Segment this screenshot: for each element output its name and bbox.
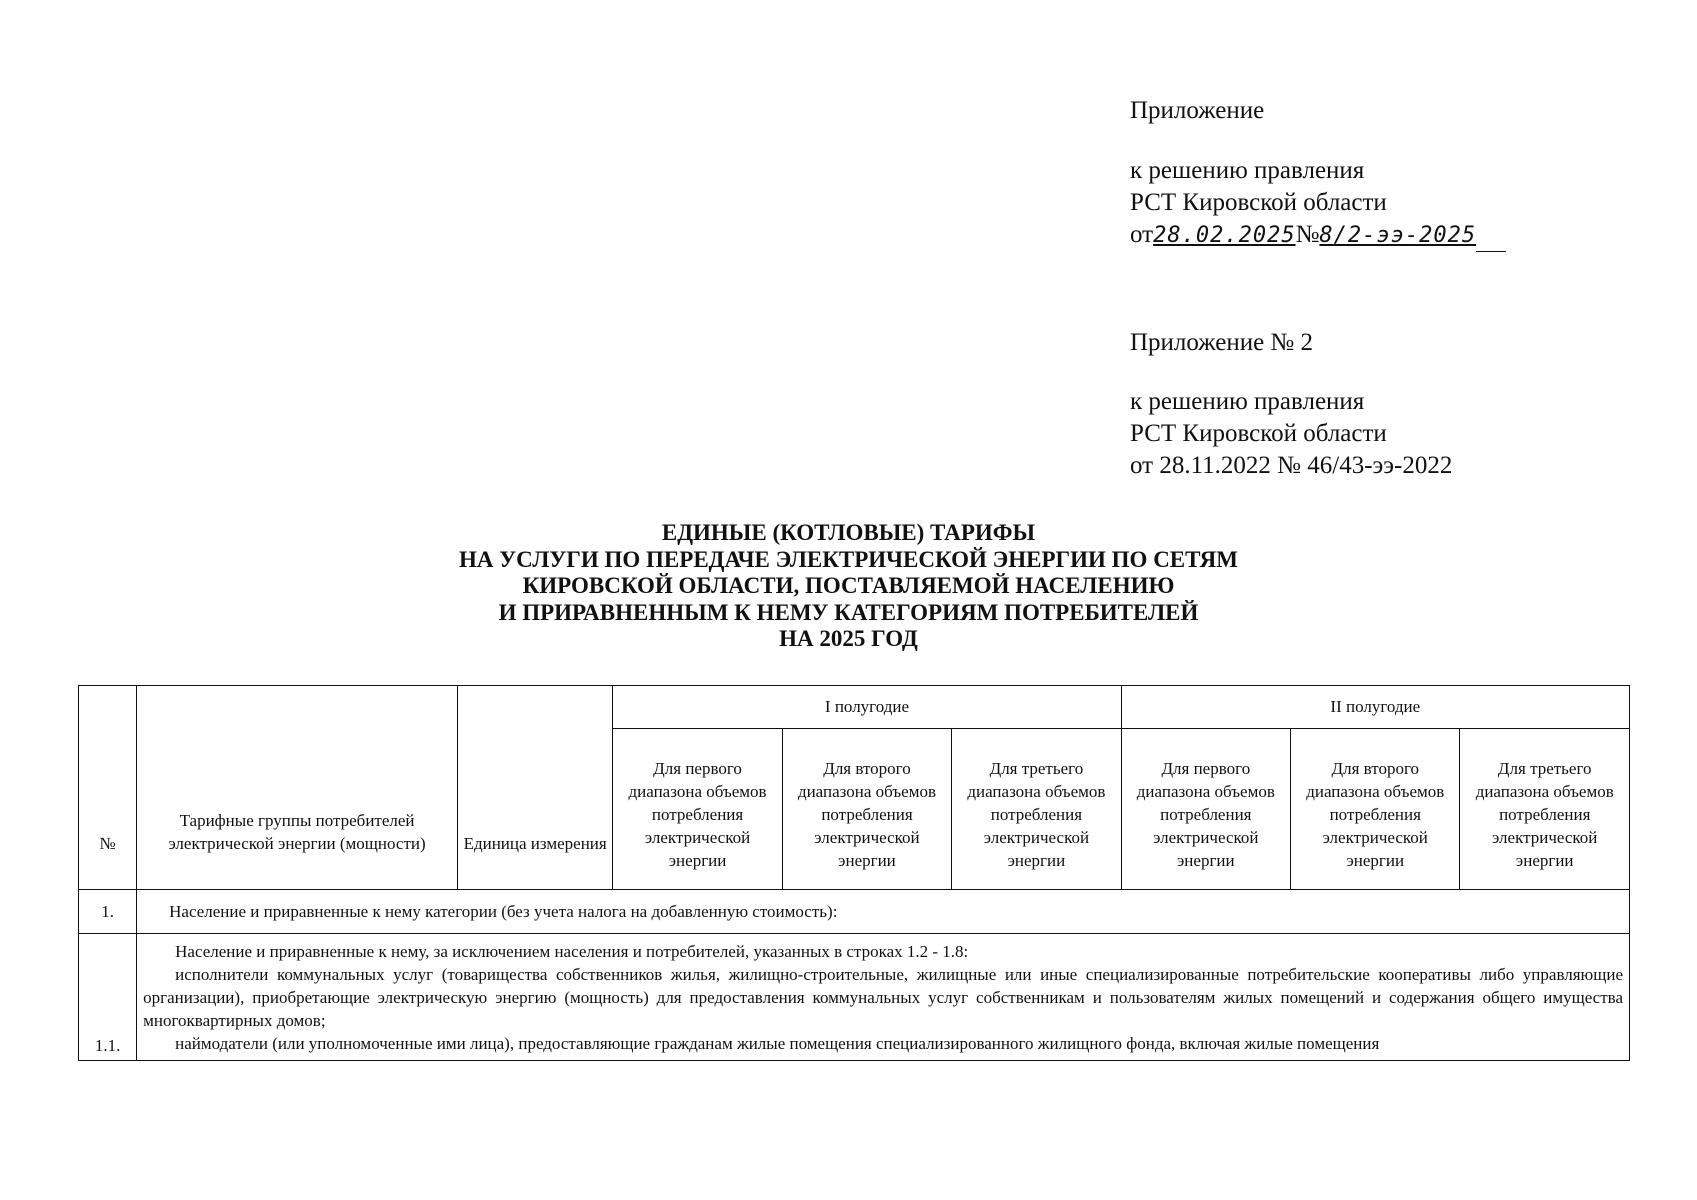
- row-number: 1.: [79, 890, 137, 934]
- appendix-title: Приложение: [1130, 97, 1265, 124]
- appendix2-authority-line: РСТ Кировской области: [1130, 420, 1387, 447]
- title-line: НА 2025 ГОД: [779, 626, 918, 651]
- row-paragraph: исполнители коммунальных услуг (товарищества собственников жилья, жилищно-строительные, жилищные или иные специализированные потребительские кооперативы либо управляющие организации), приобретающие электрическую энергию (мощность) для предоставления коммунальных услуг собственникам и пользователям жилых помещений и содержания общего имущества многоквартирных домов;: [143, 965, 1623, 1030]
- title-line: КИРОВСКОЙ ОБЛАСТИ, ПОСТАВЛЯЕМОЙ НАСЕЛЕНИЮ: [522, 573, 1175, 598]
- header-row-halves: [79, 686, 1630, 729]
- row-paragraph: наймодатели (или уполномоченные ими лица), предоставляющие гражданам жилые помещения специализированного жилищного фонда, включая жилые помещения: [175, 1034, 1380, 1053]
- appendix2-date-number-line: от 28.11.2022 № 46/43-ээ-2022: [1130, 452, 1453, 479]
- row-paragraph: Население и приравненные к нему, за исключением населения и потребителей, указанных в строках 1.2 - 1.8:: [175, 942, 969, 961]
- title-line: ЕДИНЫЕ (КОТЛОВЫЕ) ТАРИФЫ: [661, 520, 1036, 545]
- header-range-3-h1: Для третьего диапазона объемов потребления электрической энергии: [952, 729, 1121, 890]
- header-first-half-year: I полугодие: [613, 686, 1121, 729]
- header-second-half-year: II полугодие: [1121, 686, 1629, 729]
- signature-underline: [1476, 227, 1506, 252]
- appendix-date-number-line: [1130, 219, 1506, 252]
- row-number: 1.1.: [79, 934, 137, 1061]
- appendix-decision-line: к решению правления: [1130, 157, 1365, 184]
- header-range-1-h2: Для первого диапазона объемов потребления электрической энергии: [1121, 729, 1290, 890]
- tariff-table: [78, 685, 1630, 1061]
- row-description: [137, 934, 1630, 1061]
- header-unit: Единица измерения: [457, 686, 612, 890]
- row-description: Население и приравненные к нему категории (без учета налога на добавленную стоимость):: [137, 890, 1630, 934]
- header-range-1-h1: Для первого диапазона объемов потребления электрической энергии: [613, 729, 782, 890]
- table-row: [79, 934, 1630, 1061]
- title-line: И ПРИРАВНЕННЫМ К НЕМУ КАТЕГОРИЯМ ПОТРЕБИТЕЛЕЙ: [498, 599, 1199, 625]
- appendix2-title: Приложение № 2: [1130, 329, 1314, 356]
- header-range-2-h2: Для второго диапазона объемов потребления электрической энергии: [1291, 729, 1460, 890]
- from-prefix: от: [1130, 221, 1154, 248]
- header-range-2-h1: Для второго диапазона объемов потребления электрической энергии: [782, 729, 951, 890]
- document-title: [0, 520, 1697, 653]
- header-tariff-groups: Тарифные группы потребителей электрической энергии (мощности): [137, 686, 458, 890]
- number-sign: №: [1295, 221, 1320, 248]
- handwritten-number: 8/2-ээ-2025: [1319, 223, 1477, 248]
- header-range-3-h2: Для третьего диапазона объемов потребления электрической энергии: [1460, 729, 1630, 890]
- appendix-authority-line: РСТ Кировской области: [1130, 189, 1387, 216]
- appendix-block-1: [1130, 95, 1506, 252]
- handwritten-date: 28.02.2025: [1153, 223, 1296, 248]
- table-row: [79, 890, 1630, 934]
- title-line: НА УСЛУГИ ПО ПЕРЕДАЧЕ ЭЛЕКТРИЧЕСКОЙ ЭНЕРГИИ ПО СЕТЯМ: [459, 546, 1238, 572]
- header-number: №: [79, 686, 137, 890]
- appendix-block-2: [1130, 327, 1452, 482]
- appendix2-decision-line: к решению правления: [1130, 388, 1365, 415]
